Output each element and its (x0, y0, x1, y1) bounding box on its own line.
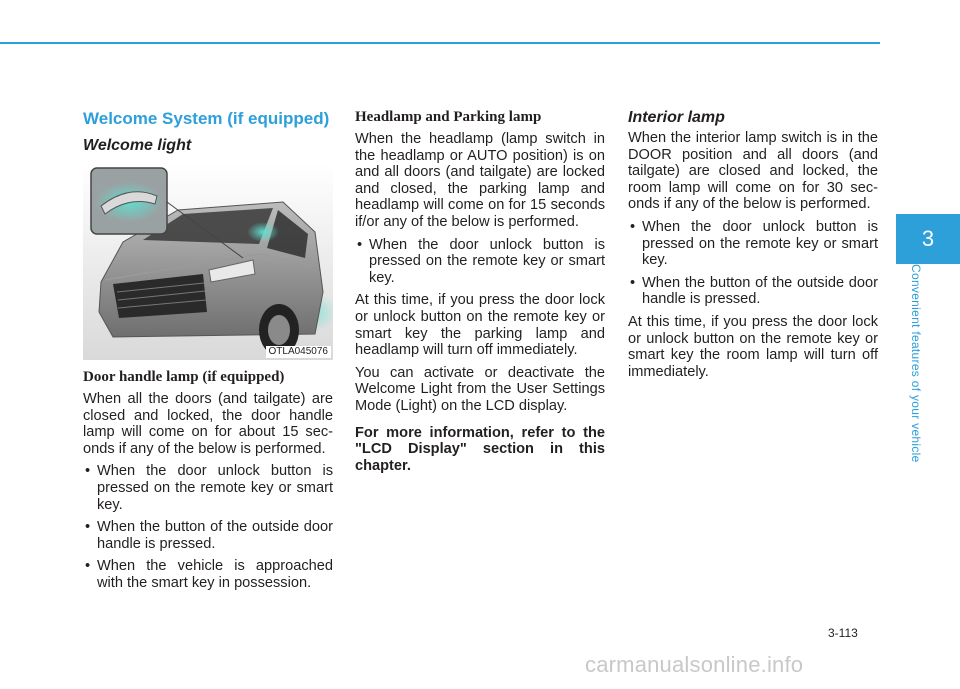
welcome-light-figure (83, 162, 333, 360)
figure-code: OTLA045076 (266, 346, 332, 358)
watermark: carmanualsonline.info (585, 652, 804, 677)
paragraph: When the interior lamp switch is in the DOOR position and all doors (and tailgate) are closed and locked, the room lamp will come on for 30 sec-onds if any of the below is performed. (628, 130, 878, 213)
list-item: • When the door unlock button is pressed on the remote key or smart key. (83, 463, 333, 513)
paragraph: When all the doors (and tailgate) are closed and locked, the door handle lamp will come on for about 15 sec-onds if any of the below is performed. (83, 391, 333, 457)
bullet-list (83, 463, 333, 591)
interior-lamp-heading: Interior lamp (628, 109, 725, 126)
paragraph: At this time, if you press the door lock or unlock button on the remote key or smart key the room lamp will turn off immediately. (628, 313, 878, 380)
bullet-list (628, 219, 878, 308)
page-number: 3-113 (828, 626, 858, 640)
column-left (83, 108, 333, 598)
car-illustration (83, 162, 333, 360)
chapter-title (906, 264, 926, 494)
list-item: • When the door unlock button is pressed on the remote key or smart key. (355, 237, 605, 287)
paragraph: When the headlamp (lamp switch in the headlamp or AUTO position) is on and all doors (and tailgate) are locked and closed, the parking lamp and headlamp will come on for 15 seconds if/or any of the below is performed. (355, 131, 605, 230)
list-item: • When the button of the outside door handle is pressed. (628, 275, 878, 308)
chapter-number-tab: 3 (896, 214, 960, 264)
chapter-title-text: Convenient features of your vehicle (909, 264, 923, 463)
headlamp-parking-lamp-heading: Headlamp and Parking lamp (355, 109, 542, 125)
list-item: • When the button of the outside door handle is pressed. (83, 519, 333, 552)
paragraph: At this time, if you press the door lock or unlock button on the remote key or smart key the parking lamp and headlamp will turn off immediately. (355, 292, 605, 359)
subsection-title: Welcome light (83, 137, 192, 154)
column-middle (355, 108, 605, 480)
bullet-list (355, 237, 605, 287)
list-item: • When the door unlock button is pressed on the remote key or smart key. (628, 219, 878, 269)
reference-note: For more information, refer to the "LCD Display" section in this chapter. (355, 424, 605, 474)
section-title: Welcome System (if equipped) (83, 109, 330, 128)
door-handle-lamp-heading: Door handle lamp (if equipped) (83, 369, 285, 385)
header-rule (0, 42, 880, 44)
column-right (628, 108, 878, 386)
paragraph: You can activate or deactivate the Welcome Light from the User Settings Mode (Light) on the LCD display. (355, 364, 605, 414)
list-item: • When the vehicle is approached with the smart key in possession. (83, 558, 333, 591)
